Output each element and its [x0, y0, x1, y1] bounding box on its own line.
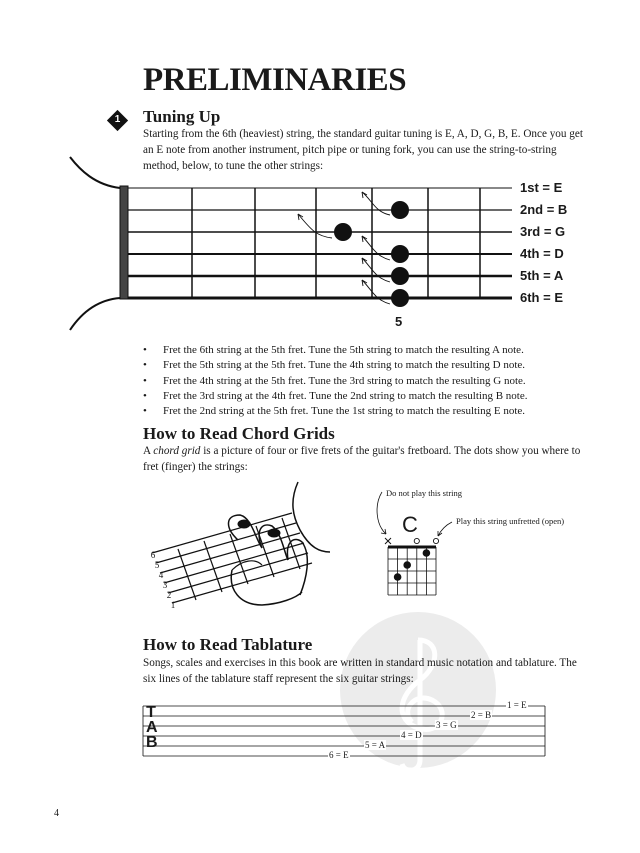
string-number-1: 1: [170, 600, 176, 610]
tab-label-2: 2 = B: [471, 710, 492, 720]
mute-annotation: Do not play this string: [386, 488, 463, 498]
section-number: 1: [114, 114, 121, 125]
string-label-2: 2nd = B: [520, 202, 568, 217]
list-item: • Fret the 5th string at the 5th fret. Tune the 4th string to match the resulting D note.: [143, 358, 527, 373]
chord-name: C: [402, 512, 418, 537]
chord-grids-paragraph: A chord grid is a picture of four or five frets of the guitar's fretboard. The dots show you where to fret (finger) the strings:: [143, 445, 581, 473]
list-item: • Fret the 3rd string at the 4th fret. Tune the 2nd string to match the resulting B note.: [143, 389, 527, 404]
string-number-4: 4: [158, 570, 164, 580]
list-item: • Fret the 2nd string at the 5th fret. Tune the 1st string to match the resulting E note.: [143, 404, 527, 419]
string-label-4: 4th = D: [520, 246, 564, 261]
string-label-6: 6th = E: [520, 290, 563, 305]
string-number-2: 2: [166, 590, 172, 600]
list-item: • Fret the 6th string at the 5th fret. Tune the 5th string to match the resulting A note.: [143, 343, 527, 358]
tuning-up-paragraph: Starting from the 6th (heaviest) string, the standard guitar tuning is E, A, D, G, B, E. Once you get an E note from another instrument, pitch pipe or tuning fork, you can use the string-to-string method, below, to tune the other strings:: [143, 128, 583, 172]
string-label-3: 3rd = G: [520, 224, 566, 239]
tablature-paragraph: Songs, scales and exercises in this book are written in standard music notation and tablature. The six lines of the tablature staff represent the six guitar strings:: [143, 657, 577, 685]
fret-marker: 5: [395, 314, 403, 329]
page-number: 4: [54, 808, 59, 819]
string-label-1: 1st = E: [520, 180, 563, 195]
tab-label-1: 1 = E: [507, 700, 527, 710]
tablature-heading: How to Read Tablature: [143, 635, 313, 654]
list-item: • Fret the 4th string at the 5th fret. Tune the 3rd string to match the resulting G note.: [143, 374, 527, 389]
tab-label-4: 4 = D: [401, 730, 422, 740]
tab-label-3: 3 = G: [436, 720, 457, 730]
tuning-up-heading: Tuning Up: [143, 107, 221, 126]
string-number-3: 3: [162, 580, 168, 590]
string-number-6: 6: [150, 550, 156, 560]
tab-label-5: 5 = A: [365, 740, 386, 750]
chord-grid-term: chord grid: [153, 445, 201, 457]
tab-clef-t: T: [146, 704, 156, 721]
tab-clef-a: A: [146, 719, 158, 736]
string-number-5: 5: [154, 560, 160, 570]
tab-label-6: 6 = E: [329, 750, 349, 760]
page-title: PRELIMINARIES: [143, 62, 407, 99]
chord-grids-heading: How to Read Chord Grids: [143, 424, 335, 443]
tab-clef-b: B: [146, 734, 158, 751]
open-annotation: Play this string unfretted (open): [456, 516, 565, 526]
string-label-5: 5th = A: [520, 268, 564, 283]
